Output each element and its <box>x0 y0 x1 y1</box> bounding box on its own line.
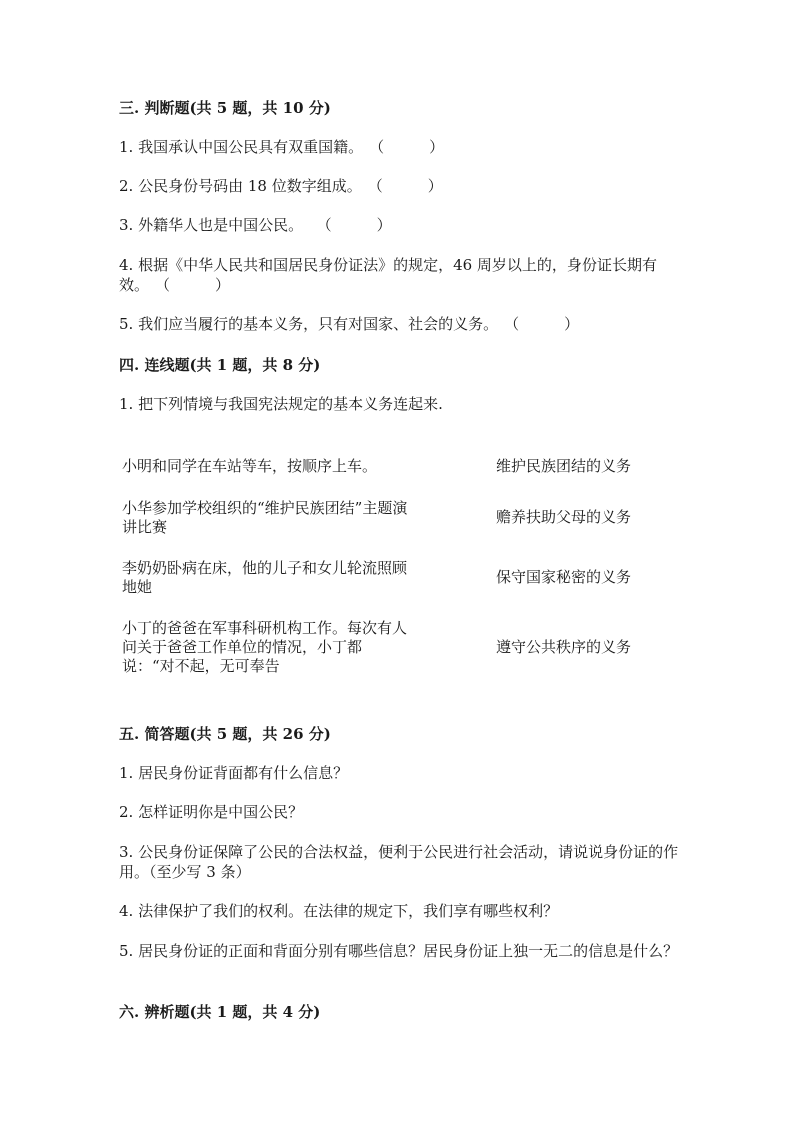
matching-left-item: 小明和同学在车站等车，按顺序上车。 <box>122 457 378 475</box>
judgment-question-4 <box>119 255 679 295</box>
matching-right-item: 赡养扶助父母的义务 <box>496 508 632 526</box>
matching-left-item: 小丁的爸爸在军事科研机构工作。每次有人问关于爸爸工作单位的情况，小丁都说：“对不起，无可奉告 <box>122 619 408 675</box>
short-answer-question-5: 5. 居民身份证的正面和背面分别有哪些信息？居民身份证上独一无二的信息是什么？ <box>119 942 679 960</box>
matching-left-item: 李奶奶卧病在床，他的儿子和女儿轮流照顾地她 <box>122 559 408 596</box>
answer-parentheses: （ ） <box>504 315 580 333</box>
matching-right-item: 保守国家秘密的义务 <box>496 568 632 586</box>
judgment-question-2 <box>119 176 679 196</box>
section-4-heading: 四. 连线题(共 1 题，共 8 分) <box>119 356 321 374</box>
matching-left-item: 小华参加学校组织的“维护民族团结”主题演讲比赛 <box>122 499 408 536</box>
short-answer-question-1: 1. 居民身份证背面都有什么信息？ <box>119 764 349 782</box>
section-6-heading: 六. 辨析题(共 1 题，共 4 分) <box>119 1003 321 1021</box>
matching-question: 1. 把下列情境与我国宪法规定的基本义务连起来. <box>119 395 443 413</box>
answer-parentheses: （ ） <box>367 177 443 195</box>
question-text: 5. 我们应当履行的基本义务，只有对国家、社会的义务。 <box>119 315 499 333</box>
question-text: 2. 公民身份号码由 18 位数字组成。 <box>119 177 362 195</box>
section-5-heading: 五. 简答题(共 5 题，共 26 分) <box>119 725 331 743</box>
short-answer-question-2: 2. 怎样证明你是中国公民？ <box>119 803 304 821</box>
answer-parentheses: （ ） <box>369 138 445 156</box>
judgment-question-5 <box>119 314 679 334</box>
short-answer-question-3: 3. 公民身份证保障了公民的合法权益，便利于公民进行社会活动，请说说身份证的作用。（至少写 3 条） <box>119 843 679 881</box>
matching-right-item: 维护民族团结的义务 <box>496 457 632 475</box>
section-3-heading: 三. 判断题(共 5 题，共 10 分) <box>119 99 331 117</box>
question-text: 4. 根据《中华人民共和国居民身份证法》的规定，46 周岁以上的，身份证长期有效。 <box>119 256 657 294</box>
question-text: 1. 我国承认中国公民具有双重国籍。 <box>119 138 364 156</box>
question-text: 3. 外籍华人也是中国公民。 <box>119 216 304 234</box>
judgment-question-1 <box>119 137 679 157</box>
short-answer-question-4: 4. 法律保护了我们的权利。在法律的规定下，我们享有哪些权利？ <box>119 902 559 920</box>
answer-parentheses: （ ） <box>309 216 392 234</box>
matching-right-item: 遵守公共秩序的义务 <box>496 638 632 656</box>
judgment-question-3 <box>119 215 679 235</box>
answer-parentheses: （ ） <box>155 276 231 294</box>
